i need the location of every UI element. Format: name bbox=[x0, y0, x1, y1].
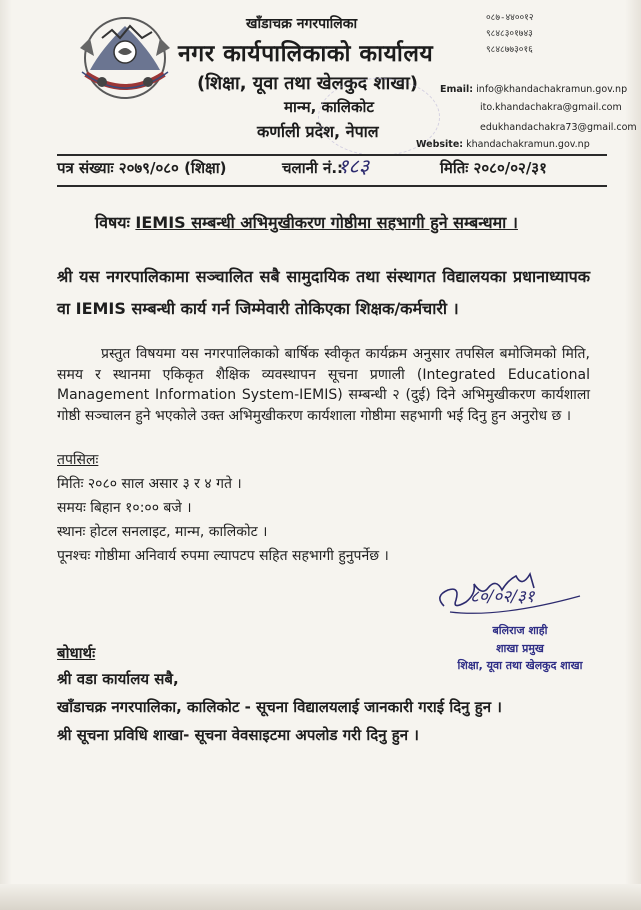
email-ito: ito.khandachakra@gmail.com bbox=[480, 102, 622, 113]
cc-line-3: श्री सूचना प्रविधि शाखा- सूचना वेवसाइटमा अपलोड गरी दिनु हुन । bbox=[57, 726, 419, 744]
province: कर्णाली प्रदेश, नेपाल bbox=[257, 122, 379, 141]
email-row bbox=[440, 84, 627, 95]
cc-heading: बोधार्थः bbox=[57, 644, 96, 662]
header-rule-bottom bbox=[57, 185, 607, 187]
phone-3: ९८४८७७३०१६ bbox=[486, 45, 533, 55]
subject-line bbox=[95, 211, 518, 233]
letter-date: मितिः २०८०/०२/३१ bbox=[440, 159, 547, 177]
section-name: (शिक्षा, यूवा तथा खेलकुद शाखा) bbox=[197, 73, 418, 94]
website-row bbox=[416, 139, 590, 150]
office-title: नगर कार्यपालिकाको कार्यालय bbox=[178, 41, 434, 67]
header-rule-top bbox=[57, 154, 607, 156]
dispatch-label: चलानी नं.: bbox=[282, 159, 344, 177]
municipality-name: खाँडाचक्र नगरपालिका bbox=[246, 16, 358, 32]
email-info: info@khandachakramun.gov.np bbox=[476, 84, 628, 95]
signatory-designation: शाखा प्रमुख bbox=[496, 642, 544, 655]
dispatch-number: १८३ bbox=[338, 154, 370, 178]
addressee: श्री यस नगरपालिकामा सञ्चालित सबै सामुदायिक तथा संस्थागत विद्यालयका प्रधानाध्यापक वा IEMIS सम्बन्धी कार्य गर्न जिम्मेवारी तोकिएका शिक्षक/कर्मचारी । bbox=[57, 267, 590, 318]
paper-bottom-edge bbox=[0, 884, 641, 910]
website-label: Website: bbox=[416, 139, 464, 150]
phone-2: ९८४८३०१७४३ bbox=[486, 29, 533, 39]
subject-text: IEMIS सम्बन्धी अभिमुखीकरण गोष्ठीमा सहभागी हुने सम्बन्धमा । bbox=[135, 213, 518, 232]
signatory-name: बलिराज शाही bbox=[492, 624, 548, 637]
email-edu: edukhandachakra73@gmail.com bbox=[480, 122, 637, 133]
signature-date: ८०/०२/३१ bbox=[470, 587, 535, 607]
cc-line-1: श्री वडा कार्यालय सबै, bbox=[57, 670, 179, 688]
location: मान्म, कालिकोट bbox=[284, 98, 374, 116]
website-url: khandachakramun.gov.np bbox=[466, 139, 590, 150]
details-date: मितिः २०८० साल असार ३ र ४ गते । bbox=[57, 476, 242, 492]
email-label: Email: bbox=[440, 84, 474, 95]
nepal-emblem-icon bbox=[72, 8, 178, 104]
letter-number: पत्र संख्याः २०७९/०८० (शिक्षा) bbox=[57, 159, 227, 177]
phone-1: ०८७-४४००१२ bbox=[486, 13, 534, 23]
details-time: समयः बिहान १०:०० बजे । bbox=[57, 500, 192, 516]
details-venue: स्थानः होटल सनलाइट, मान्म, कालिकोट । bbox=[57, 524, 268, 540]
details-note: पूनश्चः गोष्ठीमा अनिवार्य रुपमा ल्यापटप सहित सहभागी हुनुपर्नेछ । bbox=[57, 548, 389, 564]
details-heading: तपसिलः bbox=[57, 452, 99, 468]
subject-prefix: विषयः bbox=[95, 213, 130, 232]
cc-line-2: खाँडाचक्र नगरपालिका, कालिकोट - सूचना विद्यालयलाई जानकारी गराई दिनु हुन । bbox=[57, 698, 502, 716]
signatory-section: शिक्षा, यूवा तथा खेलकुद शाखा bbox=[457, 659, 583, 672]
body-paragraph: प्रस्तुत विषयमा यस नगरपालिकाको बार्षिक स्वीकृत कार्यक्रम अनुसार तपसिल बमोजिमको मिति, समय र स्थानमा एकिकृत शैक्षिक व्यवस्थापन सूचना प्रणाली (Integrated Educational Management Information System-IEMIS) सम्बन्धी २ (दुई) दिने अभिमुखीकरण कार्यशाला गोष्ठी सञ्चालन हुने भएकोले उक्त अभिमुखीकरण कार्यशाला गोष्ठीमा सहभागी भई दिनु हुन अनुरोध छ । bbox=[57, 346, 590, 424]
